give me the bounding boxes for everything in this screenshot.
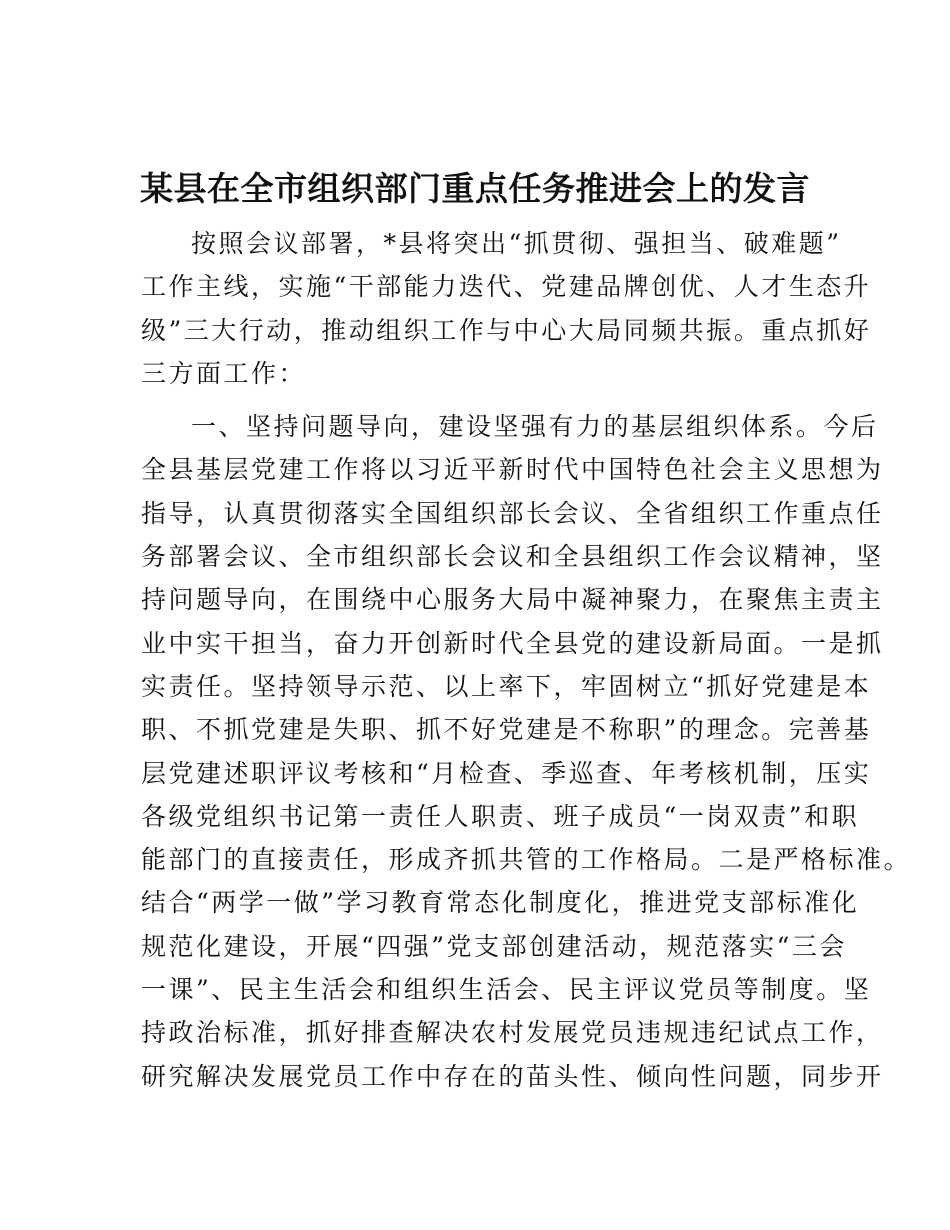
document-title: 某县在全市组织部门重点任务推进会上的发言 (140, 169, 810, 208)
paragraph-gap (141, 395, 841, 405)
paragraph-line: 持问题导向，在围绕中心服务大局中凝神聚力，在聚焦主责主 (141, 585, 884, 615)
paragraph-line: 工作主线，实施“干部能力迭代、党建品牌创优、人才生态升 (141, 272, 872, 302)
paragraph-line: 指导，认真贯彻落实全国组织部长会议、全省组织工作重点任 (141, 498, 884, 528)
paragraph-line: 持政治标准，抓好排查解决农村发展党员违规违纪试点工作， (141, 1018, 884, 1048)
paragraph-line: 一、坚持问题导向，建设坚强有力的基层组织体系。今后 (191, 412, 879, 442)
paragraph-line: 务部署会议、全市组织部长会议和全县组织工作会议精神，坚 (141, 542, 884, 572)
paragraph-line: 规范化建设，开展“四强”党支部创建活动，规范落实“三会 (141, 931, 847, 961)
paragraph-line: 层党建述职评议考核和“月检查、季巡查、年考核机制，压实 (141, 758, 872, 788)
paragraph-line: 能部门的直接责任，形成齐抓共管的工作格局。二是严格标准。 (141, 845, 912, 875)
paragraph-line: 各级党组织书记第一责任人职责、班子成员“一岗双责”和职 (141, 801, 860, 831)
paragraph-line: 实责任。坚持领导示范、以上率下，牢固树立“抓好党建是本 (141, 671, 872, 701)
paragraph-line: 职、不抓党建是失职、抓不好党建是不称职”的理念。完善基 (141, 715, 872, 745)
paragraph-line: 按照会议部署，*县将突出“抓贯彻、强担当、破难题” (191, 229, 842, 258)
paragraph-line: 三方面工作： (141, 358, 307, 388)
paragraph-line: 级”三大行动，推动组织工作与中心大局同频共振。重点抓好 (141, 315, 872, 345)
paragraph-line: 全县基层党建工作将以习近平新时代中国特色社会主义思想为 (141, 455, 884, 485)
paragraph-line: 业中实干担当，奋力开创新时代全县党的建设新局面。一是抓 (141, 628, 884, 658)
document-body (141, 222, 912, 1098)
paragraph-line: 研究解决发展党员工作中存在的苗头性、倾向性问题，同步开 (141, 1061, 884, 1091)
paragraph-line: 一课”、民主生活会和组织生活会、民主评议党员等制度。坚 (141, 975, 872, 1005)
paragraph-line: 结合“两学一做”学习教育常态化制度化，推进党支部标准化 (141, 888, 860, 918)
